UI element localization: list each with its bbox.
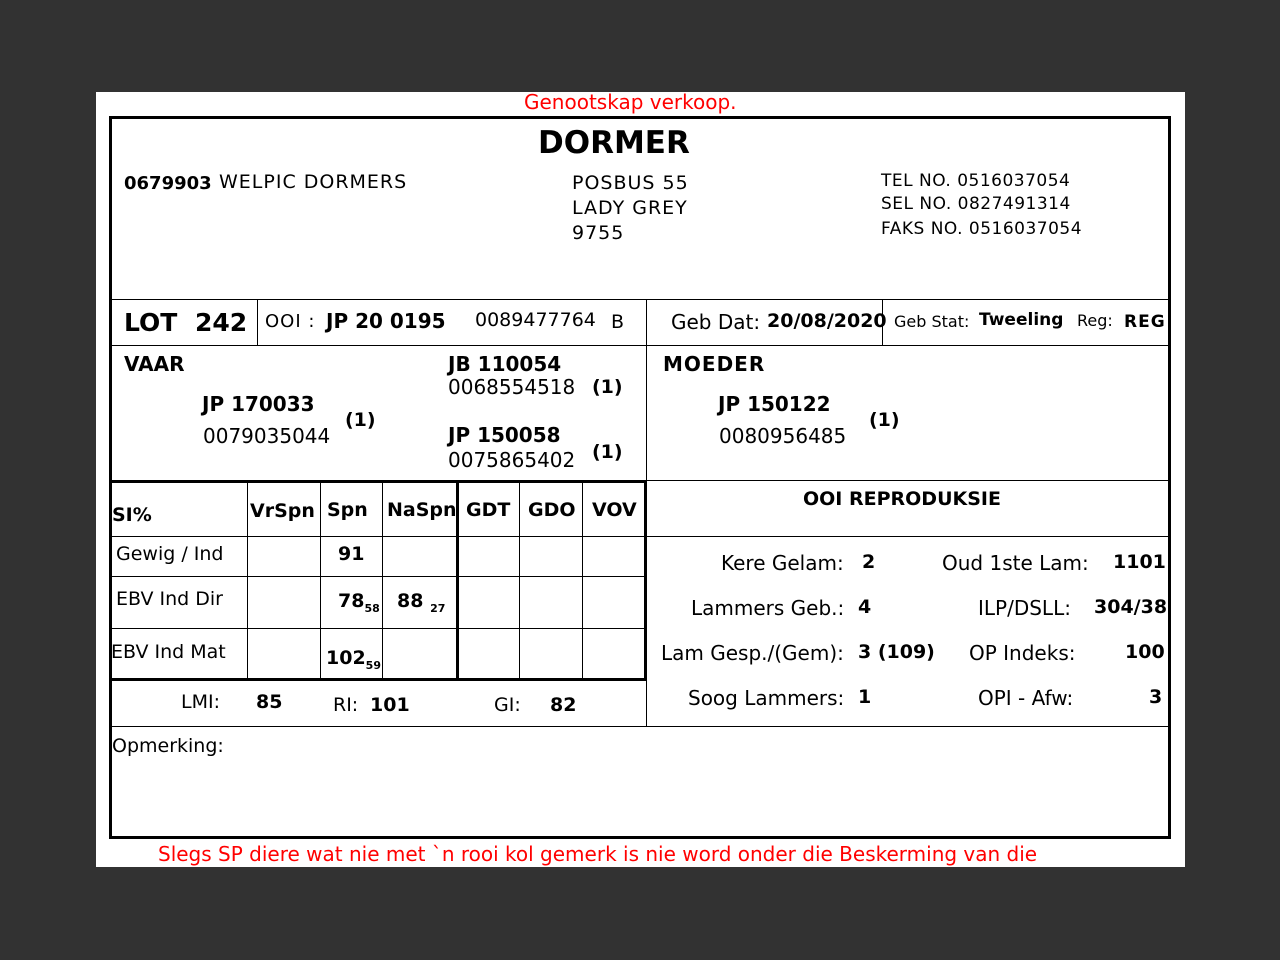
moeder-label: MOEDER: [663, 352, 766, 376]
sire-grade: (1): [345, 409, 376, 431]
ilp-dsll-value: 304/38: [1094, 596, 1168, 618]
lam-gesp-value: 3 (109): [858, 641, 935, 663]
dam-id: JP 150122: [718, 392, 831, 416]
breed-title: DORMER: [538, 125, 690, 161]
border-right: [1168, 116, 1171, 839]
col-header-gdo: GDO: [528, 499, 576, 521]
opi-afw-label: OPI - Afw:: [978, 686, 1074, 710]
sire-dam-id: JP 150058: [448, 423, 561, 447]
kere-gelam-label: Kere Gelam:: [721, 551, 844, 575]
divider: [111, 576, 646, 577]
divider: [582, 482, 583, 679]
tel-number: TEL NO. 0516037054: [881, 171, 1071, 191]
col-header-spn: Spn: [327, 499, 368, 521]
divider: [257, 299, 258, 346]
sire-sire-grade: (1): [592, 376, 623, 398]
vaar-label: VAAR: [124, 352, 185, 376]
sire-sire-number: 0068554518: [448, 375, 576, 399]
border-top: [109, 116, 1171, 119]
opmerking-label: Opmerking:: [112, 735, 224, 757]
soog-lammers-value: 1: [858, 686, 872, 708]
sire-id: JP 170033: [202, 392, 315, 416]
divider: [382, 482, 383, 679]
divider: [111, 345, 1169, 346]
breeder-name: WELPIC DORMERS: [219, 171, 408, 193]
sel-number: SEL NO. 0827491314: [881, 194, 1071, 214]
col-header-vov: VOV: [592, 499, 637, 521]
gewig-spn: 91: [338, 543, 365, 565]
address-line-2: LADY GREY: [572, 197, 688, 219]
divider: [111, 628, 646, 629]
sire-sire-id: JB 110054: [448, 352, 562, 376]
op-indeks-value: 100: [1125, 641, 1165, 663]
lam-gesp-label: Lam Gesp./(Gem):: [661, 641, 844, 665]
top-notice: Genootskap verkoop.: [524, 90, 737, 114]
ri-label: RI:: [333, 694, 359, 716]
si-corner-label: SI%: [112, 504, 152, 526]
ebv-dir-spn: $78_{58}$: [338, 590, 380, 615]
ooi-label: OOI :: [265, 311, 316, 332]
ebv-mat-spn: $102_{59}$: [326, 647, 381, 672]
divider: [111, 726, 1169, 727]
oud-1ste-lam-value: 1101: [1113, 551, 1166, 573]
ooi-id: JP 20 0195: [326, 309, 446, 333]
lmi-label: LMI:: [181, 691, 220, 713]
geb-stat-label: Geb Stat:: [894, 312, 970, 331]
lot-label: LOT: [124, 308, 178, 337]
breeder-number: 0679903: [124, 173, 212, 194]
ewe-grade: B: [611, 311, 625, 333]
divider: [644, 482, 647, 679]
kere-gelam-value: 2: [862, 551, 876, 573]
col-header-gdt: GDT: [466, 499, 511, 521]
soog-lammers-label: Soog Lammers:: [688, 686, 845, 710]
divider: [111, 299, 1169, 300]
sire-dam-number: 0075865402: [448, 448, 576, 472]
row-label: Gewig / Ind: [116, 543, 224, 565]
gi-label: GI:: [494, 694, 521, 716]
reg-label: Reg:: [1077, 311, 1113, 330]
address-line-3: 9755: [572, 222, 625, 244]
op-indeks-label: OP Indeks:: [969, 641, 1076, 665]
lammers-geb-label: Lammers Geb.:: [691, 596, 845, 620]
gi-value: 82: [550, 694, 577, 716]
lot-number: 242: [195, 308, 248, 337]
birth-status: Tweeling: [979, 310, 1064, 330]
divider: [320, 482, 321, 679]
ri-value: 101: [370, 694, 410, 716]
lammers-geb-value: 4: [858, 596, 872, 618]
ilp-dsll-label: ILP/DSLL:: [978, 596, 1071, 620]
faks-number: FAKS NO. 0516037054: [881, 219, 1083, 239]
dam-grade: (1): [869, 409, 900, 431]
address-line-1: POSBUS 55: [572, 172, 689, 194]
birth-date: 20/08/2020: [767, 310, 887, 332]
divider: [247, 482, 248, 679]
row-label: EBV Ind Dir: [116, 588, 223, 610]
col-header-vrspn: VrSpn: [250, 500, 315, 522]
row-label: EBV Ind Mat: [111, 641, 226, 663]
divider: [646, 480, 1169, 481]
border-left: [109, 116, 112, 839]
ebv-dir-naspn: 88 $_{27}$: [397, 590, 446, 615]
registration-status: REG: [1124, 312, 1166, 332]
opi-afw-value: 3: [1149, 686, 1163, 708]
divider: [111, 536, 1169, 537]
ewe-reg-number: 0089477764: [475, 309, 596, 331]
col-header-naspn: NaSpn: [387, 499, 457, 521]
border-bottom: [109, 836, 1171, 839]
reproduction-title: OOI REPRODUKSIE: [803, 488, 1001, 510]
lmi-value: 85: [256, 691, 283, 713]
si-table-bottom: [111, 678, 646, 681]
sire-dam-grade: (1): [592, 441, 623, 463]
si-table-top: [111, 480, 646, 483]
geb-dat-label: Geb Dat:: [671, 310, 761, 334]
oud-1ste-lam-label: Oud 1ste Lam:: [942, 551, 1089, 575]
sire-number: 0079035044: [203, 424, 331, 448]
dam-number: 0080956485: [719, 424, 847, 448]
divider: [519, 482, 520, 679]
footer-notice: Slegs SP diere wat nie met `n rooi kol gemerk is nie word onder die Beskerming van die: [158, 842, 1038, 866]
